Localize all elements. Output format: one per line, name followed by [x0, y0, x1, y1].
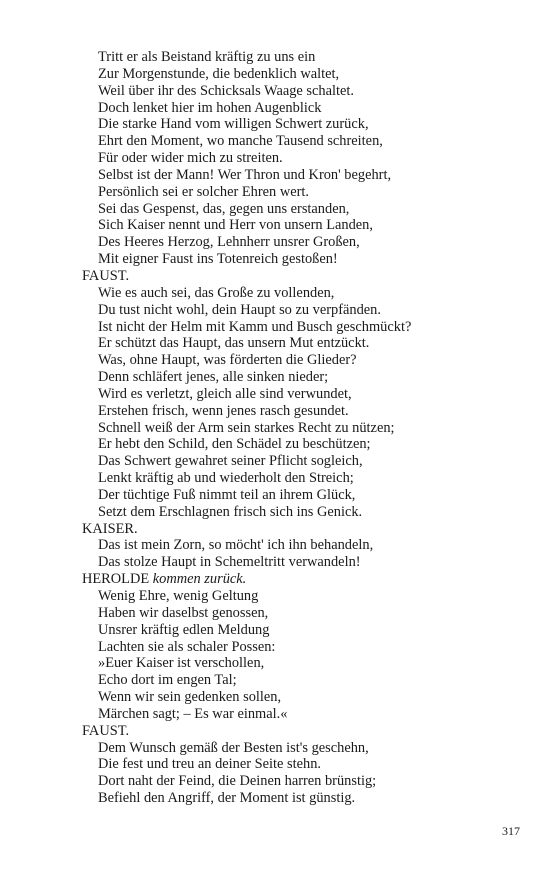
verse-line: Märchen sagt; – Es war einmal.«	[98, 705, 288, 722]
verse-line: Das Schwert gewahret seiner Pflicht sogleich,	[98, 453, 363, 470]
verse-line: Dem Wunsch gemäß der Besten ist's geschehn,	[98, 739, 369, 756]
verse-line: Er hebt den Schild, den Schädel zu beschützen;	[98, 436, 371, 453]
verse-line: Lachten sie als schaler Possen:	[98, 638, 276, 655]
verse-line: Des Heeres Herzog, Lehnherr unsrer Großen,	[98, 234, 360, 251]
verse-line: Zur Morgenstunde, die bedenklich waltet,	[98, 65, 340, 82]
verse-line: Ehrt den Moment, wo manche Tausend schreiten,	[98, 133, 383, 150]
verse-line: Erstehen frisch, wenn jenes rasch gesundet.	[98, 402, 349, 419]
verse-line: Lenkt kräftig ab und wiederholt den Streich;	[98, 470, 354, 487]
verse-line: Der tüchtige Fuß nimmt teil an ihrem Glück,	[98, 486, 356, 503]
speaker-name: FAUST.	[82, 267, 130, 284]
verse-line: Unsrer kräftig edlen Meldung	[98, 621, 270, 638]
verse-line: Mit eigner Faust ins Totenreich gestoßen!	[98, 251, 338, 268]
speaker-name: FAUST.	[82, 722, 130, 739]
verse-line: Tritt er als Beistand kräftig zu uns ein	[98, 49, 316, 65]
verse-line: Er schützt das Haupt, das unsern Mut entzückt.	[98, 335, 370, 352]
verse-line: Das ist mein Zorn, so möcht' ich ihn behandeln,	[98, 537, 374, 554]
verse-line: Wird es verletzt, gleich alle sind verwundet,	[98, 385, 352, 402]
verse-line: Wie es auch sei, das Große zu vollenden,	[98, 284, 335, 301]
verse-line: Sei das Gespenst, das, gegen uns erstanden,	[98, 200, 350, 217]
verse-line: Sich Kaiser nennt und Herr von unsern Landen,	[98, 217, 373, 234]
verse-line: Echo dort im engen Tal;	[98, 672, 237, 689]
verse-line: Weil über ihr des Schicksals Waage schaltet.	[98, 82, 354, 99]
verse-line: Die fest und treu an deiner Seite stehn.	[98, 756, 321, 773]
drama-text	[82, 49, 522, 807]
verse-line: »Euer Kaiser ist verschollen,	[98, 655, 265, 672]
verse-line: Du tust nicht wohl, dein Haupt so zu verpfänden.	[98, 301, 381, 318]
verse-line: Schnell weiß der Arm sein starkes Recht zu nützen;	[98, 419, 395, 436]
verse-line: Was, ohne Haupt, was förderten die Glieder?	[98, 352, 357, 369]
verse-line: Das stolze Haupt in Schemeltritt verwandeln!	[98, 554, 361, 571]
verse-line: Ist nicht der Helm mit Kamm und Busch geschmückt?	[98, 318, 412, 335]
verse-line: Selbst ist der Mann! Wer Thron und Kron' begehrt,	[98, 166, 392, 183]
stage-direction: kommen zurück.	[152, 571, 247, 588]
speaker-with-stage-direction	[82, 571, 522, 588]
verse-line: Dort naht der Feind, die Deinen harren brünstig;	[98, 773, 377, 790]
verse-line: Denn schläfert jenes, alle sinken nieder;	[98, 369, 329, 386]
verse-line: Wenig Ehre, wenig Geltung	[98, 588, 259, 604]
speaker-name: HEROLDE	[82, 571, 153, 588]
speaker-name: KAISER.	[82, 520, 138, 537]
verse-line: Doch lenket hier im hohen Augenblick	[98, 99, 322, 116]
verse-line: Für oder wider mich zu streiten.	[98, 150, 283, 167]
verse-line: Haben wir daselbst genossen,	[98, 604, 269, 621]
verse-line: Wenn wir sein gedenken sollen,	[98, 689, 282, 706]
verse-line: Die starke Hand vom willigen Schwert zurück,	[98, 116, 369, 133]
verse-line: Befiehl den Angriff, der Moment ist günstig.	[98, 790, 356, 807]
page-number: 317	[502, 824, 520, 838]
verse-line: Persönlich sei er solcher Ehren wert.	[98, 183, 309, 200]
verse-line: Setzt dem Erschlagnen frisch sich ins Genick.	[98, 503, 363, 520]
